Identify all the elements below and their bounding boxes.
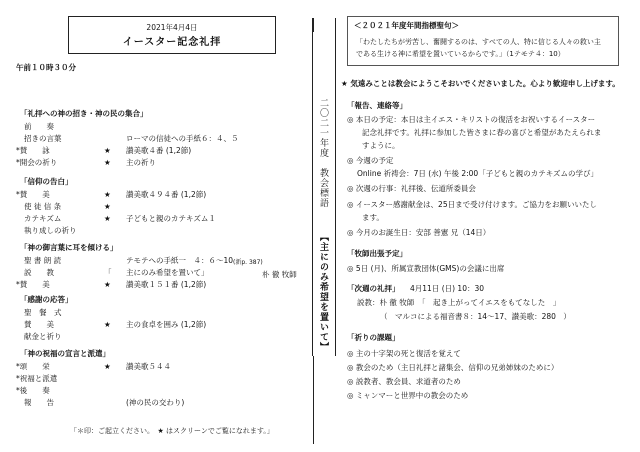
prayer-item: ◎ 説教者、教会員、求道者のため <box>347 377 461 386</box>
reading-note: (新p. 387) <box>233 259 263 266</box>
liturgy-item: *賛 詠 <box>16 146 50 155</box>
next-week-heading: 「次週の礼拝」 <box>347 284 400 293</box>
liturgy-section-heading: 「礼拝への神の招き・神の民の集合」 <box>20 109 148 118</box>
title-box <box>68 16 276 54</box>
service-time: 午前１０時３０分 <box>16 63 76 72</box>
announcement-line: すように。 <box>362 141 400 150</box>
liturgy-mark: ★ <box>104 202 111 211</box>
liturgy-row <box>0 363 310 373</box>
liturgy-detail: 讃美歌４番 (1,2節) <box>126 146 192 155</box>
liturgy-item: 賛 美 <box>24 320 54 329</box>
liturgy-mark: ★ <box>104 158 111 167</box>
liturgy-item: *頌 栄 <box>16 362 50 371</box>
liturgy-detail: ローマの信徒への手紙６：４、５ <box>126 134 239 143</box>
liturgy-item: 使 徒 信 条 <box>24 202 62 211</box>
prayer-item: ◎ 主の十字架の死と復活を覚えて <box>347 349 461 358</box>
liturgy-item: *後 奏 <box>16 386 50 395</box>
announcement-line: ます。 <box>362 213 384 222</box>
liturgy-item: 献金と祈り <box>24 332 62 341</box>
liturgy-detail: (神の民の交わり) <box>126 398 185 407</box>
announcements-heading: 「報告、連絡等」 <box>347 101 407 110</box>
liturgy-row <box>0 227 310 237</box>
announcement-line: ◎ 本日の予定：本日は主イエス・キリストの復活をお祝いするイースター <box>347 115 596 124</box>
welcome-message: ★ 気遠みことは教会にようこそおいでくださいました。心より歓迎申し上げます。 <box>341 79 620 88</box>
liturgy-row <box>0 159 310 169</box>
announcement-line: ◎ 今月のお誕生日：安部 善憲 兄（14日） <box>347 228 491 237</box>
liturgy-row <box>0 147 310 157</box>
prayer-item: ◎ 教会のため（主日礼拝と諸集会、信仰の兄弟姉妹のために） <box>347 363 559 372</box>
liturgy-item: *賛 美 <box>16 280 50 289</box>
liturgy-mark: ★ <box>104 320 111 329</box>
prayer-item: ◎ ミャンマーと世界中の教会のため <box>347 391 469 400</box>
liturgy-item: 招きの言葉 <box>24 134 62 143</box>
liturgy-item: 前 奏 <box>24 122 54 131</box>
next-week-reading: （ マルコによる福音書８：14〜17、讃美歌：280 ） <box>380 312 571 321</box>
liturgy-detail: 讃美歌１５１番 (1,2節) <box>126 280 207 289</box>
announcement-line: ◎ 今週の予定 <box>347 156 394 165</box>
next-week-sermon: 説教：朴 徹 牧師 「 起き上がってイエスをもてなした 」 <box>357 298 561 307</box>
liturgy-detail: 子どもと親のカテキズム１ <box>126 214 216 223</box>
service-date: 2021年4月4日 <box>146 23 198 32</box>
liturgy-row <box>0 309 310 319</box>
annual-verse-line1: 「わたしたちが労苦し、奮闘するのは、すべての人、特に信じる人々の救い主 <box>356 38 601 46</box>
liturgy-row <box>0 257 310 267</box>
liturgy-section-heading: 「信仰の告白」 <box>20 177 73 186</box>
liturgy-row <box>0 123 310 133</box>
announcement-line: ◎ イースター感謝献金は、25日まで受け付けます。ご協力をお願いいたし <box>347 200 597 209</box>
prayer-heading: 「祈りの課題」 <box>347 333 400 342</box>
liturgy-row <box>0 321 310 331</box>
liturgy-detail: 主の祈り <box>126 158 156 167</box>
liturgy-item: 執り成しの祈り <box>24 226 77 235</box>
liturgy-row <box>0 135 310 145</box>
liturgy-detail: 讃美歌５４４ <box>126 362 171 371</box>
pastor-trip-heading: 「牧師出張予定」 <box>347 249 407 258</box>
liturgy-item: 聖 書 朗 読 <box>24 256 62 265</box>
liturgy-mark: ★ <box>104 214 111 223</box>
liturgy-mark: ★ <box>104 362 111 371</box>
liturgy-row <box>0 281 310 291</box>
year-motto: 【主にのみ希望を置いて】 <box>318 232 328 352</box>
pastor-trip-item: ◎ 5日 (月)、所属宣教団体(GMS)の会議に出席 <box>347 264 505 273</box>
liturgy-item: 報 告 <box>24 398 54 407</box>
annual-verse-line2: である生ける神に希望を置いているからです。」（1テモテ４：10） <box>356 50 565 58</box>
liturgy-mark: 「 <box>104 268 112 277</box>
liturgy-item: *開会の祈り <box>16 158 58 167</box>
liturgy-section-heading: 「感謝の応答」 <box>20 295 73 304</box>
liturgy-item: 説 教 <box>24 268 54 277</box>
liturgy-row <box>0 191 310 201</box>
liturgy-row <box>0 333 310 343</box>
liturgy-detail: テモテへの手紙一 ４：６〜10 <box>126 256 234 265</box>
annual-verse-heading: ＜２０２１年度年間指標聖句＞ <box>354 21 459 30</box>
liturgy-row <box>0 375 310 385</box>
liturgy-item: 聖 餐 式 <box>24 308 62 317</box>
liturgy-item: *賛 美 <box>16 190 50 199</box>
liturgy-detail: 主の食卓を囲み (1,2節) <box>126 320 207 329</box>
liturgy-row <box>0 215 310 225</box>
liturgy-mark: ★ <box>104 146 111 155</box>
preacher-name: 朴 徹 牧師 <box>262 270 297 279</box>
liturgy-section-heading: 「神の祝福の宣言と派遣」 <box>20 349 110 358</box>
announcement-line: Online 祈祷会：7日 (水) 午後 2:00「子どもと親のカテキズムの学び」 <box>357 169 599 178</box>
liturgy-mark: ★ <box>104 280 111 289</box>
liturgy-item: カテキズム <box>24 214 62 223</box>
divider-bottom <box>313 356 314 444</box>
liturgy-section-heading: 「神の御言葉に耳を傾ける」 <box>20 243 118 252</box>
service-title: イースター記念礼拝 <box>122 37 222 48</box>
next-week-date: 4月11日 (日) 10：30 <box>410 284 485 293</box>
liturgy-row <box>0 387 310 397</box>
footnote: 「＊印：ご起立ください。 ★ はスクリーンでご覧になれます。」 <box>70 427 274 435</box>
announcement-line: 記念礼拝です。礼拝に参加した皆さまに春の喜びと希望があたえられま <box>362 128 602 137</box>
liturgy-item: *祝福と派遣 <box>16 374 58 383</box>
liturgy-row <box>0 399 310 409</box>
liturgy-row <box>0 203 310 213</box>
announcement-line: ◎ 次週の行事：礼拝後、伝道所委員会 <box>347 184 476 193</box>
year-motto-label: 二〇二一年度 教会標語 <box>318 98 328 208</box>
liturgy-detail: 讃美歌４９４番 (1,2節) <box>126 190 207 199</box>
liturgy-detail: 主にのみ希望を置いて」 <box>126 268 209 277</box>
liturgy-mark: ★ <box>104 190 111 199</box>
annual-verse-box <box>347 16 619 66</box>
